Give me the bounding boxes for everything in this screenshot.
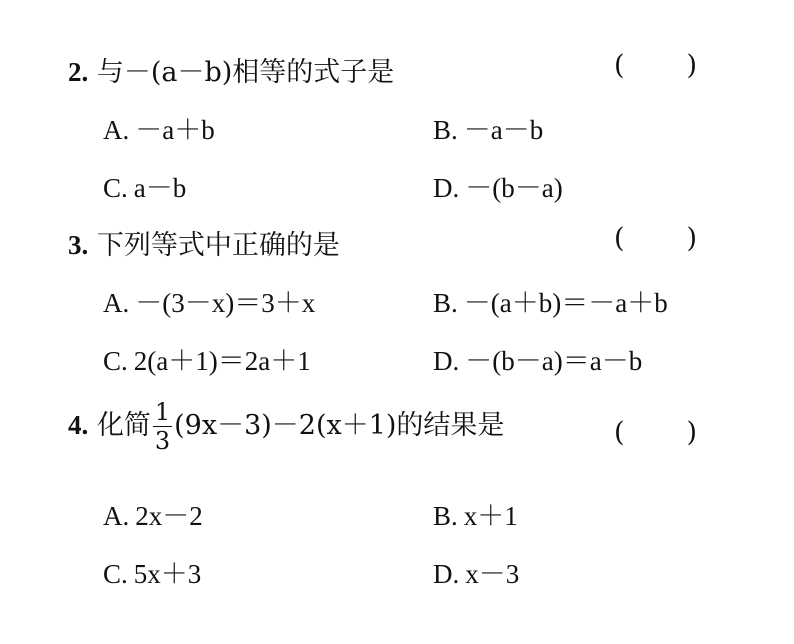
paren-open: ( — [614, 417, 625, 448]
option-text: －(b－a) — [465, 173, 563, 203]
paren-open: ( — [614, 50, 625, 81]
option-text: x－3 — [465, 559, 520, 589]
fraction — [153, 400, 172, 453]
option-label: D. — [433, 173, 460, 203]
option-label: D. — [433, 346, 460, 376]
option-text: a－b — [133, 173, 187, 203]
option-label: B. — [433, 115, 458, 145]
option-label: C. — [103, 559, 128, 589]
option-b[interactable] — [433, 494, 518, 533]
question-number: 4. — [68, 410, 89, 440]
fraction-denominator: 3 — [154, 427, 171, 455]
option-a[interactable] — [103, 494, 203, 533]
option-text: －a－b — [463, 115, 544, 145]
option-b[interactable] — [433, 281, 668, 320]
option-text: －(3－x)＝3＋x — [135, 288, 316, 318]
question-text-suffix: (9x－3)－2(x＋1)的结果是 — [174, 410, 505, 441]
option-text: 2(a＋1)＝2a＋1 — [133, 346, 311, 376]
option-label: A. — [103, 501, 130, 531]
question-number: 3. — [68, 230, 89, 260]
option-c[interactable] — [103, 552, 201, 591]
option-label: B. — [433, 288, 458, 318]
option-label: B. — [433, 501, 458, 531]
answer-blank[interactable] — [614, 50, 697, 81]
option-d[interactable] — [433, 166, 563, 205]
option-text: x＋1 — [463, 501, 518, 531]
answer-blank[interactable] — [614, 223, 697, 254]
option-label: A. — [103, 288, 130, 318]
question-2-stem — [68, 50, 394, 89]
option-text: －a＋b — [135, 115, 215, 145]
option-text: －(b－a)＝a－b — [465, 346, 643, 376]
option-label: C. — [103, 346, 128, 376]
paren-close: ) — [686, 417, 698, 448]
answer-blank[interactable] — [614, 417, 697, 448]
option-a[interactable] — [103, 108, 215, 147]
question-3-stem — [68, 223, 340, 262]
option-d[interactable] — [433, 339, 642, 378]
option-c[interactable] — [103, 166, 186, 205]
option-text: 2x－2 — [135, 501, 203, 531]
question-text: 下列等式中正确的是 — [96, 230, 340, 261]
question-4-stem — [68, 400, 504, 453]
option-label: C. — [103, 173, 128, 203]
option-a[interactable] — [103, 281, 315, 320]
question-text: 与－(a－b)相等的式子是 — [96, 57, 395, 88]
fraction-numerator: 1 — [154, 398, 171, 426]
option-text: 5x＋3 — [133, 559, 202, 589]
option-text: －(a＋b)＝－a＋b — [463, 288, 668, 318]
paren-open: ( — [614, 223, 625, 254]
paren-close: ) — [686, 50, 698, 81]
option-label: A. — [103, 115, 130, 145]
option-label: D. — [433, 559, 460, 589]
option-b[interactable] — [433, 108, 543, 147]
option-d[interactable] — [433, 552, 519, 591]
question-number: 2. — [68, 57, 89, 87]
option-c[interactable] — [103, 339, 311, 378]
paren-close: ) — [686, 223, 698, 254]
question-text-prefix: 化简 — [96, 410, 151, 441]
